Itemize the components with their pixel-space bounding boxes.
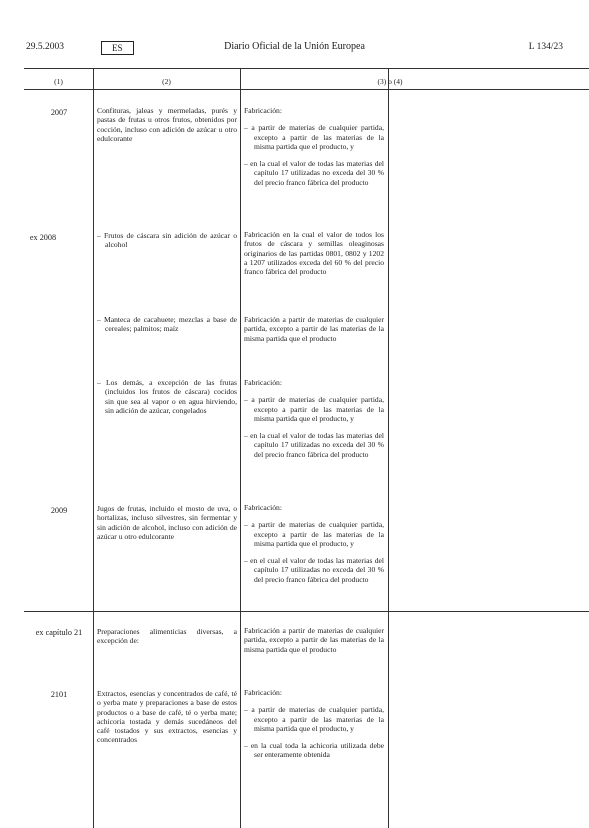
- row-rule: [244, 106, 384, 195]
- row-separator-2009: [24, 611, 589, 612]
- rule-item: – en la cual el valor de todas las materias del capítulo 17 utilizadas no exceda del 30 % del precio franco fábrica del producto: [244, 431, 384, 459]
- row-description: Jugos de frutas, incluido el mosto de uva, o hortalizas, incluso silvestres, sin fermentar y sin adición de alcohol, incluso con adición de azúcar u otro edulcorante: [97, 504, 237, 541]
- rule-item: – en el cual el valor de todas las materias del capítulo 17 utilizadas no exceda del 30 % del precio franco fábrica del producto: [244, 556, 384, 584]
- rule-text: Fabricación a partir de materias de cualquier partida, excepto a partir de las materias de la misma partida que el producto: [244, 626, 384, 654]
- row-code: ex 2008: [29, 233, 57, 242]
- rule-intro: Fabricación:: [244, 503, 282, 512]
- page-number: L 134/23: [528, 42, 563, 52]
- rule-text: Fabricación en la cual el valor de todos los frutos de cáscara y semillas oleaginosas originarios de las partidas 0801, 0802 y 1202 a 1207 utilizados exceda del 60 % del precio franco fábrica del producto: [244, 230, 384, 277]
- row-description: – Manteca de cacahuete; mezclas a base de cereales; palmitos; maíz: [97, 315, 237, 334]
- row-description: Confituras, jaleas y mermeladas, purés y pastas de frutas u otros frutos, obtenidos por cocción, incluso con adición de azúcar u otro edulcorante: [97, 106, 237, 143]
- row-rule: [244, 626, 384, 662]
- row-code: 2009: [50, 506, 68, 515]
- rule-item: – a partir de materias de cualquier partida, excepto a partir de las materias de la misma partida que el producto, y: [244, 520, 384, 548]
- row-code: 2007: [50, 108, 68, 117]
- rule-intro: Fabricación:: [244, 106, 282, 115]
- rule-item: – en la cual el valor de todas las materias del capítulo 17 utilizadas no exceda del 30 % del precio franco fábrica del producto: [244, 159, 384, 187]
- table-top-rule: [24, 68, 589, 69]
- journal-title: Diario Oficial de la Unión Europea: [224, 41, 365, 52]
- column-divider-2: [240, 68, 241, 828]
- row-rule: [244, 688, 384, 768]
- rule-intro: Fabricación:: [244, 378, 282, 387]
- rule-item: – a partir de materias de cualquier partida, excepto a partir de las materias de la misma partida que el producto, y: [244, 123, 384, 151]
- row-code: ex capítulo 21: [35, 628, 83, 637]
- rule-item: – a partir de materias de cualquier partida, excepto a partir de las materias de la misma partida que el producto, y: [244, 395, 384, 423]
- row-description: Extractos, esencias y concentrados de café, té o yerba mate y preparaciones a base de estos productos o a base de café, té o yerba mate; achicoria tostada y demás sucedáneos del café tostados y sus extractos, esencias y concentrados: [97, 689, 237, 745]
- column-header-2: (2): [162, 77, 171, 86]
- rule-text: Fabricación a partir de materias de cualquier partida, excepto a partir de las materias de la misma partida que el producto: [244, 315, 384, 343]
- rule-item: – en la cual toda la achicoria utilizada debe ser enteramente obtenida: [244, 741, 384, 760]
- row-description: – Frutos de cáscara sin adición de azúcar o alcohol: [97, 231, 237, 250]
- row-description: – Los demás, a excepción de las frutas (incluidos los frutos de cáscara) cocidos sin que sea al vapor o en agua hirviendo, sin adición de azúcar, congelados: [97, 378, 237, 415]
- column-header-1: (1): [54, 77, 63, 86]
- column-divider-1: [93, 68, 94, 828]
- rule-intro: Fabricación:: [244, 688, 282, 697]
- column-header-3: (3) o (4): [377, 77, 403, 86]
- language-badge: ES: [101, 41, 134, 55]
- row-rule: [244, 230, 384, 284]
- row-rule: [244, 315, 384, 351]
- column-divider-3: [388, 68, 389, 828]
- row-code: 2101: [50, 690, 68, 699]
- rule-item: – a partir de materias de cualquier partida, excepto a partir de las materias de la misma partida que el producto, y: [244, 705, 384, 733]
- header-date: 29.5.2003: [26, 42, 64, 52]
- row-rule: [244, 503, 384, 592]
- row-description: Preparaciones alimenticias diversas, a excepción de:: [97, 627, 237, 646]
- header-bottom-rule: [24, 89, 589, 90]
- row-rule: [244, 378, 384, 467]
